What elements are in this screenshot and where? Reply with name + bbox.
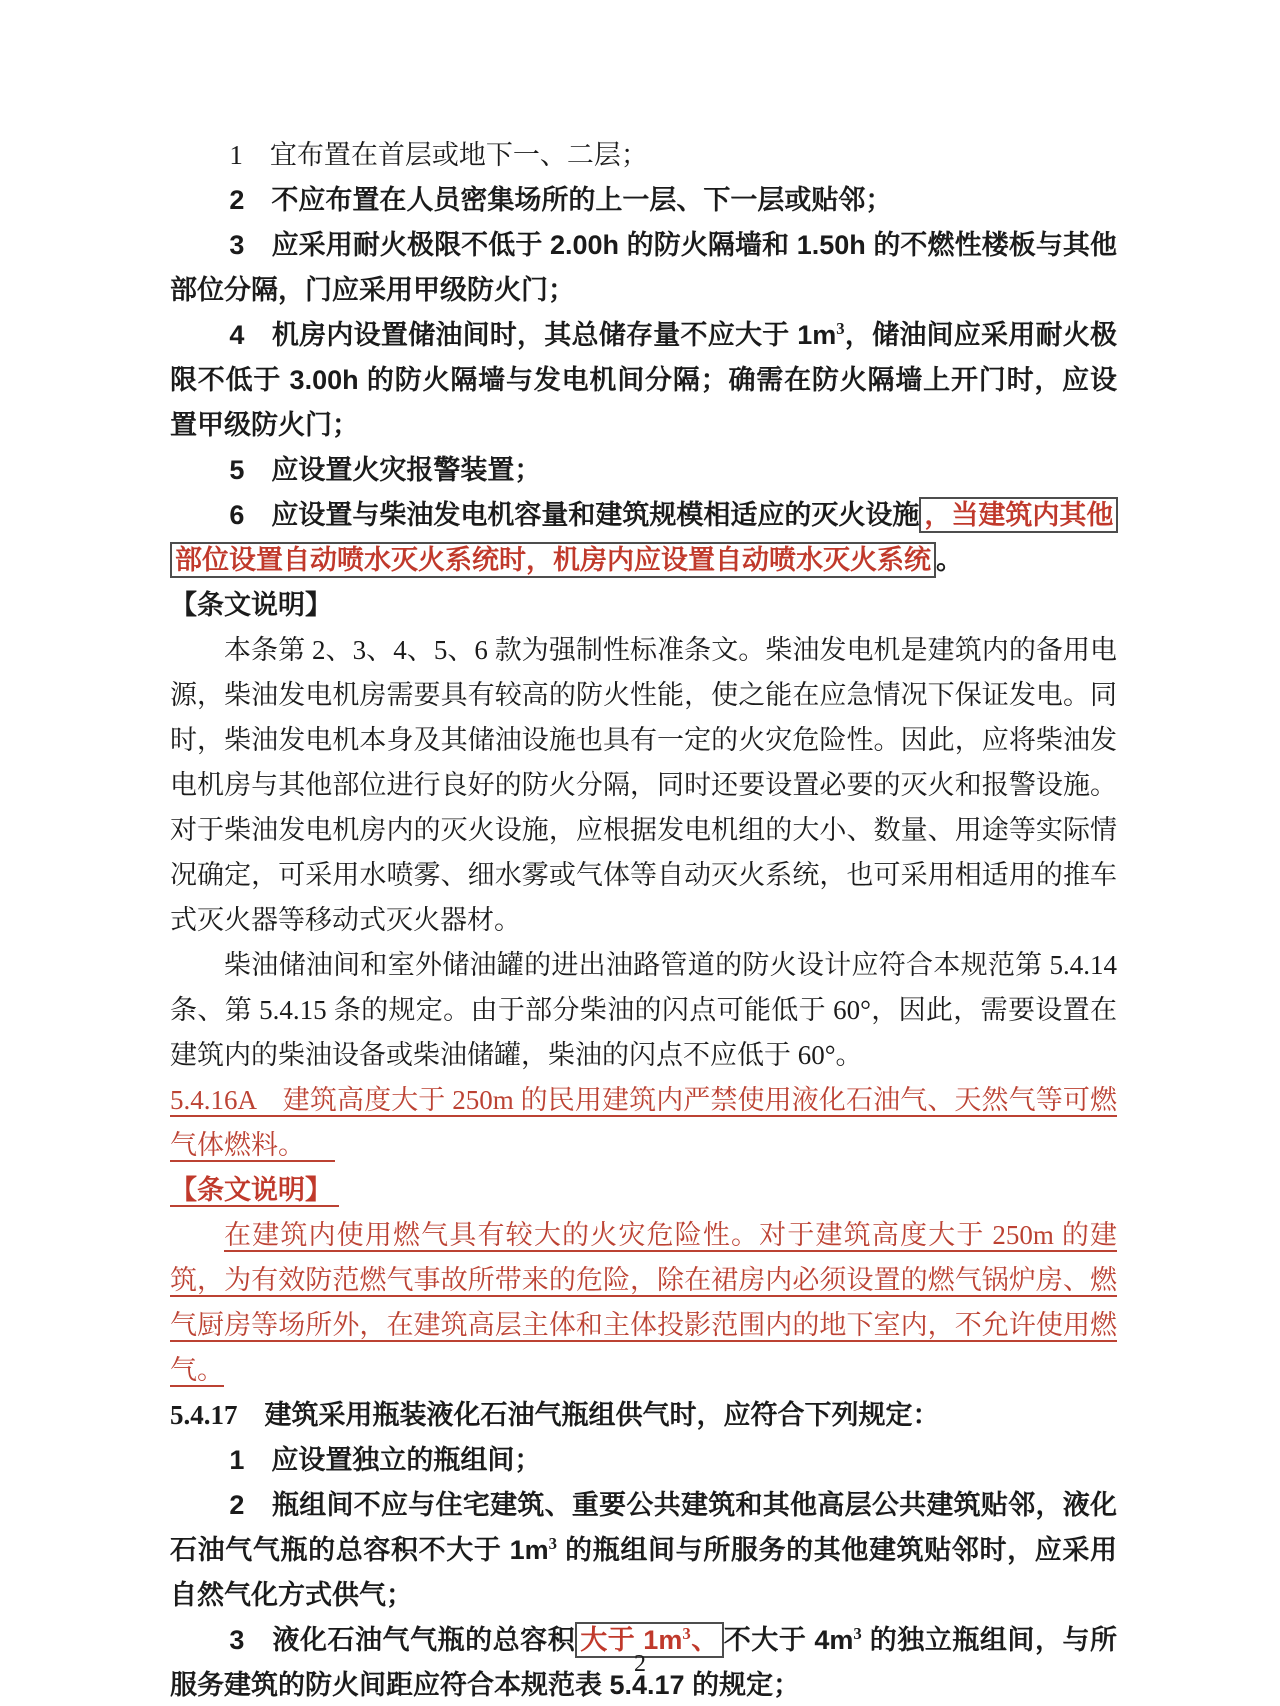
commentary-heading-red <box>170 1168 1117 1213</box>
superscript-cubed: 3 <box>853 1624 862 1643</box>
clause-item-6 <box>170 493 1117 583</box>
page-number <box>0 1651 1280 1678</box>
commentary-heading-text: 【条文说明】 <box>170 590 332 620</box>
clause-5-4-17-item-3-text-end: 的独立瓶组间，与所服务建筑的防火间距应符合本规范表 5.4.17 的规定； <box>170 1625 1118 1700</box>
clause-item-6-period: 。 <box>936 545 963 575</box>
boxed-volume-text: 大于 1m <box>580 1625 683 1655</box>
clause-item-4 <box>170 313 1117 448</box>
clause-item-6-text: 6 应设置与柴油发电机容量和建筑规模相适应的灭火设施 <box>229 500 920 530</box>
clause-5-4-17-item-2-text-cont: 的瓶组间与所服务的其他建筑贴邻时，应采用自然气化方式供气； <box>170 1535 1117 1610</box>
clause-item-4-text: 4 机房内设置储油间时，其总储存量不应大于 1m <box>229 320 837 350</box>
clause-5-4-16A-number: 5.4.16A <box>170 1085 256 1115</box>
commentary-paragraph-1-text: 本条第 2、3、4、5、6 款为强制性标准条文。柴油发电机是建筑内的备用电源，柴油发电机房需要具有较高的防火性能，使之能在应急情况下保证发电。同时，柴油发电机本身及其储油设施也具有一定的火灾危险性。因此，应将柴油发电机房与其他部位进行良好的防火分隔，同时还要设置必要的灭火和报警设施。对于柴油发电机房内的灭火设施，应根据发电机组的大小、数量、用途等实际情况确定，可采用水喷雾、细水雾或气体等自动灭火系统，也可采用相适用的推车式灭火器等移动式灭火器材。 <box>170 635 1117 935</box>
commentary-paragraph-red <box>170 1213 1117 1393</box>
commentary-paragraph-red-text: 在建筑内使用燃气具有较大的火灾危险性。对于建筑高度大于 250m 的建筑，为有效防范燃气事故所带来的危险，除在裙房内必须设置的燃气锅炉房、燃气厨房等场所外，在建筑高层主体和主体投影范围内的地下室内，不允许使用燃气。 <box>170 1220 1117 1385</box>
clause-5-4-16A-text: 建筑高度大于 250m 的民用建筑内严禁使用液化石油气、天然气等可燃气体燃料。 <box>170 1085 1117 1160</box>
clause-item-1-text: 1 宜布置在首层或地下一、二层； <box>229 140 648 170</box>
commentary-paragraph-2 <box>170 943 1117 1078</box>
clause-5-4-17-text: 建筑采用瓶装液化石油气瓶组供气时，应符合下列规定： <box>237 1400 940 1430</box>
clause-5-4-17-item-3-text: 3 液化石油气气瓶的总容积 <box>229 1625 576 1655</box>
clause-5-4-17 <box>170 1393 1117 1438</box>
clause-5-4-17-item-1 <box>170 1438 1117 1483</box>
commentary-heading-red-text: 【条文说明】 <box>170 1175 339 1207</box>
clause-5-4-17-item-2 <box>170 1483 1117 1618</box>
superscript-cubed: 3 <box>836 319 845 338</box>
boxed-volume-comma: 、 <box>690 1625 719 1655</box>
revision-boxed-text: ，当建筑内其他部位设置自动喷水灭火系统时，机房内应设置自动喷水灭火系统 <box>170 497 1118 578</box>
clause-item-3 <box>170 223 1117 313</box>
document-body <box>170 133 1117 1706</box>
clause-item-2-text: 2 不应布置在人员密集场所的上一层、下一层或贴邻； <box>229 185 893 215</box>
superscript-cubed: 3 <box>548 1534 558 1553</box>
clause-5-4-17-item-3-text-cont: 不大于 4m <box>723 1625 854 1655</box>
clause-item-2 <box>170 178 1117 223</box>
clause-item-3-text: 3 应采用耐火极限不低于 2.00h 的防火隔墙和 1.50h 的不燃性楼板与其他部位分隔，门应采用甲级防火门； <box>170 230 1117 305</box>
clause-item-1 <box>170 133 1117 178</box>
commentary-heading <box>170 583 1117 628</box>
clause-5-4-17-item-1-text: 1 应设置独立的瓶组间； <box>229 1445 542 1475</box>
clause-5-4-17-number: 5.4.17 <box>170 1400 238 1430</box>
page-number-value: 2 <box>634 1651 646 1677</box>
clause-item-4-text-cont: ，储油间应采用耐火极限不低于 3.00h 的防火隔墙与发电机间分隔；确需在防火隔墙上开门时，应设置甲级防火门； <box>170 320 1117 440</box>
clause-5-4-17-item-2-text: 2 瓶组间不应与住宅建筑、重要公共建筑和其他高层公共建筑贴邻，液化石油气气瓶的总容积不大于 1m <box>170 1490 1117 1565</box>
clause-item-5-text: 5 应设置火灾报警装置； <box>229 455 542 485</box>
clause-5-4-16A <box>170 1078 1117 1168</box>
superscript-cubed: 3 <box>682 1624 691 1643</box>
commentary-paragraph-1 <box>170 628 1117 943</box>
commentary-paragraph-2-text: 柴油储油间和室外储油罐的进出油路管道的防火设计应符合本规范第 5.4.14 条、第 5.4.15 条的规定。由于部分柴油的闪点可能低于 60°，因此，需要设置在建筑内的柴油设备或柴油储罐，柴油的闪点不应低于 60°。 <box>170 950 1117 1070</box>
clause-item-5 <box>170 448 1117 493</box>
